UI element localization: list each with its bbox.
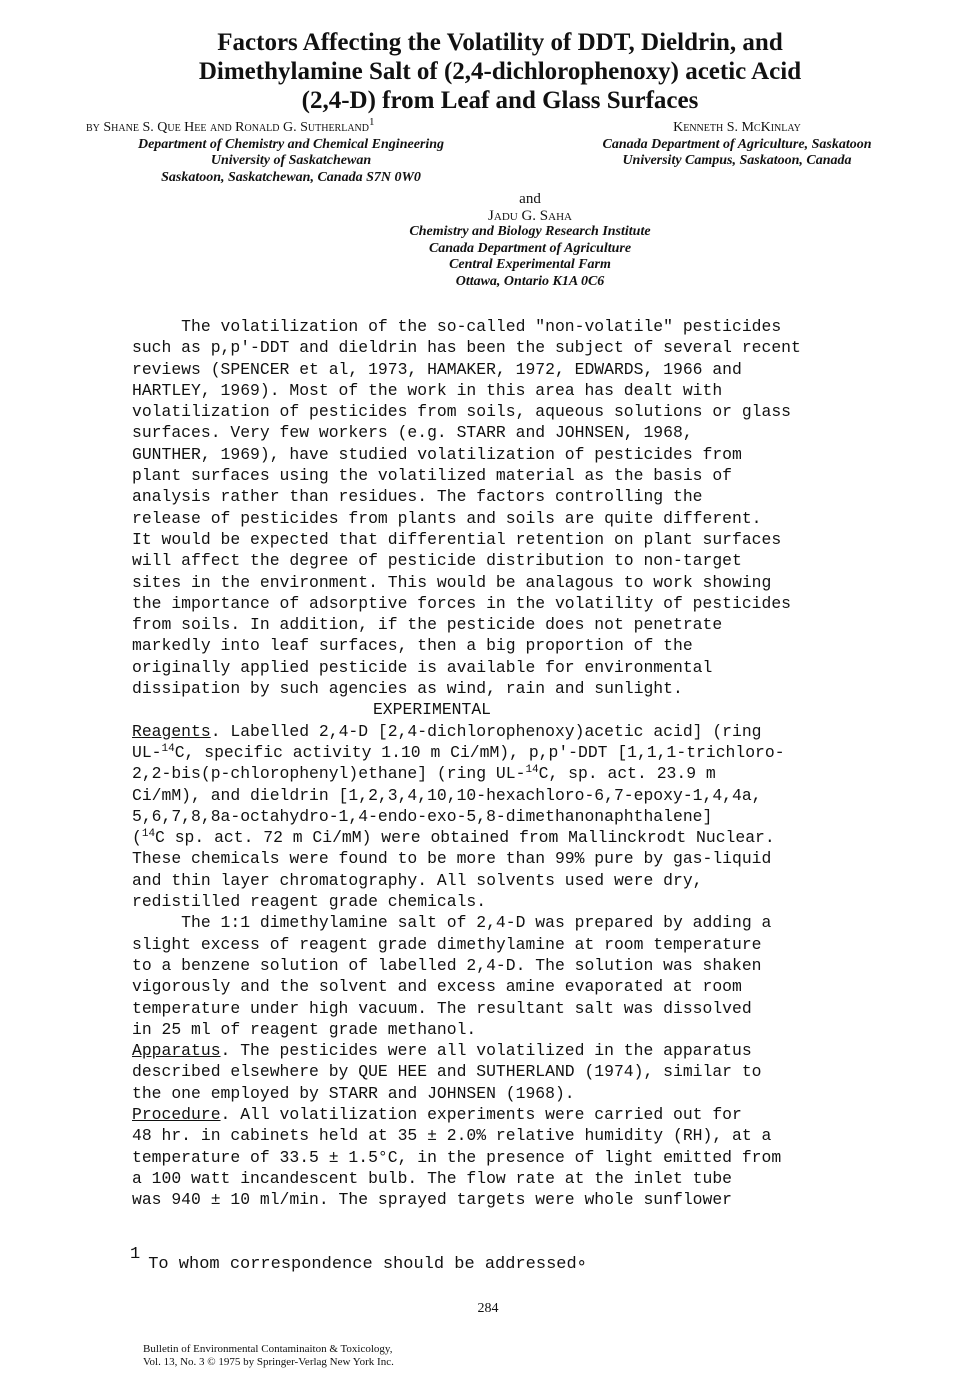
- text-line: temperature of 33.5 ± 1.5°C, in the presence of light emitted from: [132, 1147, 782, 1167]
- text-line: temperature under high vacuum. The resultant salt was dissolved: [132, 998, 752, 1018]
- text-line: [132, 1040, 872, 1061]
- author-block-left: [86, 116, 536, 186]
- text-line: slight excess of reagent grade dimethylamine at room temperature: [132, 934, 762, 954]
- text-line: [132, 721, 872, 742]
- affiliation-saha-line-4: Ottawa, Ontario K1A 0C6: [455, 273, 605, 289]
- text-line: The volatilization of the so-called "non-volatile" pesticides: [132, 317, 782, 336]
- affiliation-right: [550, 137, 924, 170]
- paper-title: [100, 28, 900, 115]
- text-line: the importance of adsorptive forces in the volatility of pesticides: [132, 593, 792, 613]
- text-line: dissipation by such agencies as wind, rain and sunlight.: [132, 679, 683, 699]
- text-line: [132, 763, 872, 784]
- affiliation-left-line-3: Saskatoon, Saskatchewan, Canada S7N 0W0: [161, 169, 421, 185]
- affiliation-left: [86, 137, 496, 187]
- author-footnote-mark: 1: [369, 116, 375, 128]
- text-line: plant surfaces using the volatilized material as the basis of: [132, 466, 732, 486]
- text-line: a 100 watt incandescent bulb. The flow rate at the inlet tube: [132, 1168, 732, 1188]
- procedure-paragraph: [132, 1104, 872, 1210]
- text-line: the one employed by STARR and JOHNSEN (1968).: [132, 1083, 575, 1103]
- text-span: (: [132, 828, 142, 848]
- intro-paragraph: [132, 316, 872, 699]
- footnote-text: To whom correspondence should be addressed∘: [148, 1255, 587, 1274]
- author-block-right: [550, 120, 924, 170]
- text-line: It would be expected that differential retention on plant surfaces: [132, 529, 782, 549]
- affiliation-saha-line-2: Canada Department of Agriculture: [428, 240, 632, 256]
- text-line: HARTLEY, 1969). Most of the work in this area has dealt with: [132, 380, 723, 400]
- page-number: 284: [477, 1301, 499, 1316]
- journal-citation: [143, 1343, 394, 1369]
- text-span: C, sp. act. 23.9 m: [538, 764, 716, 784]
- text-span: 2,2-bis(p-chlorophenyl)ethane] (ring UL-: [132, 764, 526, 784]
- footnote: [130, 1245, 587, 1274]
- isotope-superscript: 14: [525, 764, 539, 777]
- text-line: surfaces. Very few workers (e.g. STARR and JOHNSEN, 1968,: [132, 423, 693, 443]
- text-line: will affect the degree of pesticide distribution to non-target: [132, 551, 742, 571]
- text-line: [132, 827, 872, 848]
- byline-text: by Shane S. Que Hee and Ronald G. Sutherland: [86, 120, 370, 135]
- isotope-superscript: 14: [161, 742, 175, 755]
- affiliation-left-line-2: University of Saskatchewan: [210, 153, 372, 168]
- text-span: . Labelled 2,4-D [2,4-dichlorophenoxy)acetic acid] (ring: [210, 721, 762, 741]
- text-line: from soils. In addition, if the pesticide does not penetrate: [132, 615, 723, 635]
- text-line: to a benzene solution of labelled 2,4-D. The solution was shaken: [132, 955, 762, 975]
- text-line: 5,6,7,8,8a-octahydro-1,4-endo-exo-5,8-dimethanonaphthalene]: [132, 806, 713, 826]
- reagents-label: Reagents: [132, 721, 211, 741]
- text-line: was 940 ± 10 ml/min. The sprayed targets were whole sunflower: [132, 1190, 732, 1210]
- text-line: and thin layer chromatography. All solvents used were dry,: [132, 870, 703, 890]
- text-line: [132, 742, 872, 763]
- journal-line-1: Bulletin of Environmental Contaminaiton & Toxicology,: [143, 1343, 393, 1355]
- text-line: Ci/mM), and dieldrin [1,2,3,4,10,10-hexachloro-6,7-epoxy-1,4,4a,: [132, 785, 762, 805]
- isotope-superscript: 14: [141, 828, 156, 841]
- apparatus-paragraph: [132, 1040, 872, 1104]
- text-line: analysis rather than residues. The factors controlling the: [132, 487, 703, 507]
- text-line: release of pesticides from plants and soils are quite different.: [132, 508, 762, 528]
- text-span: C, specific activity 1.10 m Ci/mM), p,p'-DDT [1,1,1-trichloro-: [174, 742, 785, 762]
- body-text: [132, 316, 872, 1210]
- salt-paragraph: [132, 912, 872, 1040]
- text-span: . All volatilization experiments were carried out for: [220, 1104, 742, 1124]
- author-name-saha: Jadu G. Saha: [488, 207, 572, 224]
- text-span: UL-: [132, 742, 162, 762]
- affiliation-right-line-1: Canada Department of Agriculture, Saskatoon: [602, 136, 872, 152]
- affiliation-right-line-2: University Campus, Saskatoon, Canada: [622, 153, 852, 168]
- reagents-paragraph: [132, 721, 872, 913]
- text-line: such as p,p'-DDT and dieldrin has been the subject of several recent: [132, 338, 801, 358]
- title-line-1: Factors Affecting the Volatility of DDT, Dieldrin, and: [217, 29, 783, 56]
- title-line-3: (2,4-D) from Leaf and Glass Surfaces: [301, 87, 699, 114]
- text-line: described elsewhere by QUE HEE and SUTHERLAND (1974), similar to: [132, 1062, 762, 1082]
- text-line: sites in the environment. This would be analagous to work showing: [132, 572, 772, 592]
- text-line: These chemicals were found to be more than 99% pure by gas-liquid: [132, 849, 772, 869]
- text-line: vigorously and the solvent and excess amine evaporated at room: [132, 977, 742, 997]
- author-name-mckinlay: Kenneth S. McKinlay: [673, 120, 801, 135]
- affiliation-left-line-1: Department of Chemistry and Chemical Engineering: [137, 136, 445, 152]
- author-block-saha: [300, 191, 760, 290]
- text-line: 48 hr. in cabinets held at 35 ± 2.0% relative humidity (RH), at a: [132, 1126, 772, 1146]
- apparatus-label: Apparatus: [132, 1041, 221, 1061]
- text-line: GUNTHER, 1969), have studied volatilization of pesticides from: [132, 444, 742, 464]
- procedure-label: Procedure: [132, 1104, 221, 1124]
- text-line: markedly into leaf surfaces, then a big proportion of the: [132, 636, 693, 656]
- byline: [86, 116, 536, 137]
- section-heading-experimental: EXPERIMENTAL: [372, 700, 492, 720]
- text-span: C sp. act. 72 m Ci/mM) were obtained from Mallinckrodt Nuclear.: [155, 828, 775, 848]
- text-span: . The pesticides were all volatilized in the apparatus: [220, 1041, 752, 1061]
- affiliation-saha-line-3: Central Experimental Farm: [449, 257, 611, 272]
- text-line: redistilled reagent grade chemicals.: [132, 892, 487, 912]
- text-line: originally applied pesticide is available for environmental: [132, 657, 713, 677]
- text-line: in 25 ml of reagent grade methanol.: [132, 1019, 477, 1039]
- text-line: [132, 1104, 872, 1125]
- and-word: and: [519, 191, 541, 207]
- text-line: volatilization of pesticides from soils, aqueous solutions or glass: [132, 402, 792, 422]
- journal-line-2: Vol. 13, No. 3 © 1975 by Springer-Verlag New York Inc.: [143, 1356, 394, 1368]
- footnote-mark: 1: [130, 1245, 141, 1264]
- affiliation-saha-line-1: Chemistry and Biology Research Institute: [409, 224, 651, 239]
- text-line: The 1:1 dimethylamine salt of 2,4-D was prepared by adding a: [132, 913, 772, 933]
- text-line: reviews (SPENCER et al, 1973, HAMAKER, 1972, EDWARDS, 1966 and: [132, 359, 742, 379]
- title-line-2: Dimethylamine Salt of (2,4-dichlorophenoxy) acetic Acid: [198, 58, 802, 85]
